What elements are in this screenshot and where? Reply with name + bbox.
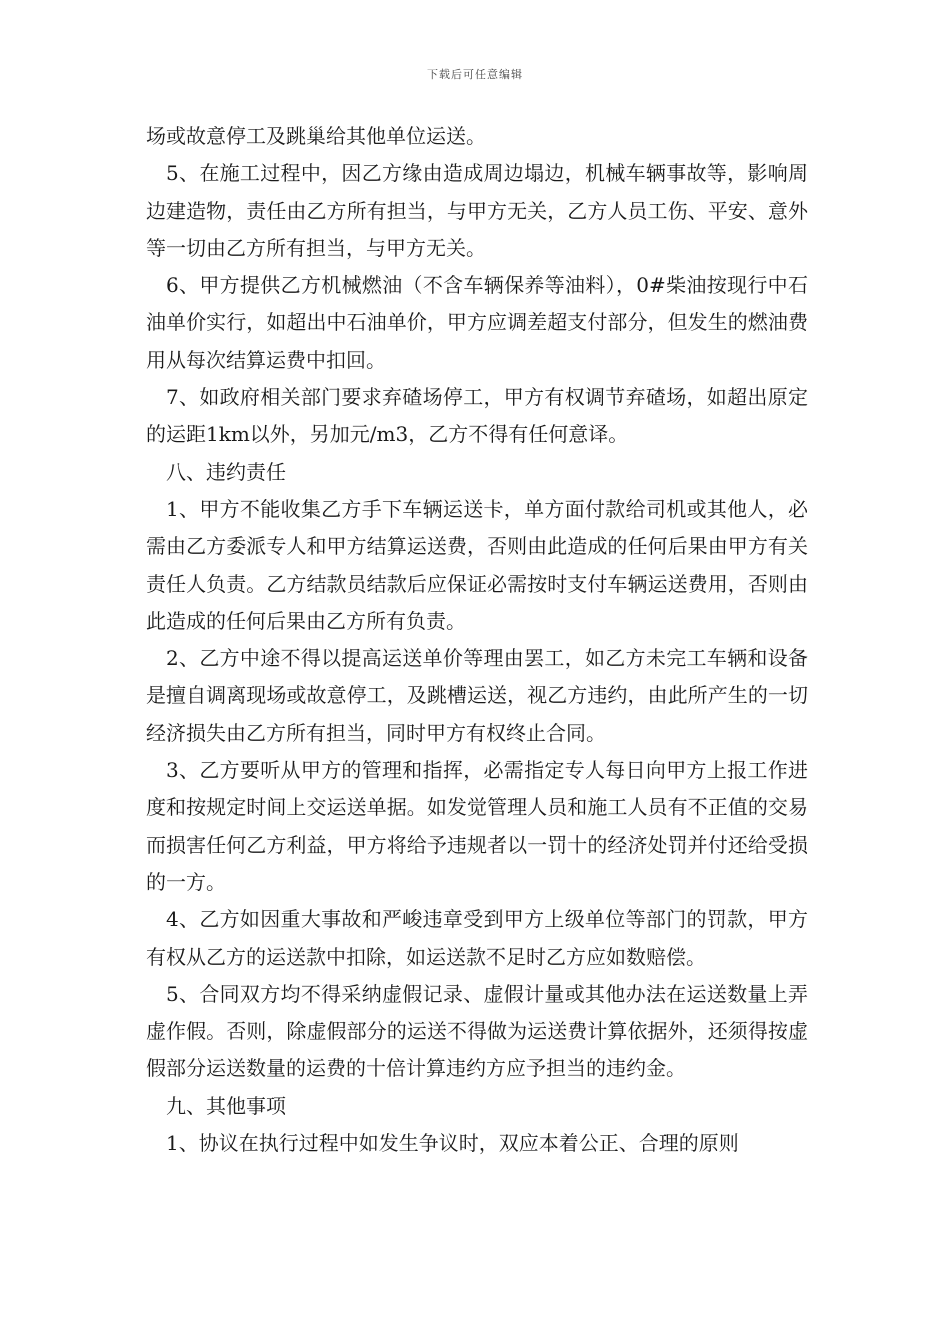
- paragraph: 4、乙方如因重大事故和严峻违章受到甲方上级单位等部门的罚款，甲方有权从乙方的运送款中扣除，如运送款不足时乙方应如数赔偿。: [146, 907, 808, 969]
- paragraph: 1、甲方不能收集乙方手下车辆运送卡，单方面付款给司机或其他人，必需由乙方委派专人和甲方结算运送费，否则由此造成的任何后果由甲方有关责任人负责。乙方结款员结款后应保证必需按时支付车辆运送费用，否则由此造成的任何后果由乙方所有负责。: [146, 496, 808, 633]
- paragraph: 1、协议在执行过程中如发生争议时，双应本着公正、合理的原则: [166, 1131, 739, 1156]
- paragraph: 2、乙方中途不得以提高运送单价等理由罢工，如乙方未完工车辆和设备是擅自调离现场或故意停工，及跳槽运送，视乙方违约，由此所产生的一切经济损失由乙方所有担当，同时甲方有权终止合同。: [146, 646, 808, 745]
- paragraph: 7、如政府相关部门要求弃碴场停工，甲方有权调节弃碴场，如超出原定的运距1km以外，另加元/m3，乙方不得有任何意译。: [146, 385, 808, 447]
- paragraph: 场或故意停工及跳巢给其他单位运送。: [146, 124, 486, 148]
- paragraph: 6、甲方提供乙方机械燃油（不含车辆保养等油料），0#柴油按现行中石油单价实行，如超出中石油单价，甲方应调差超支付部分，但发生的燃油费用从每次结算运费中扣回。: [146, 273, 808, 372]
- paragraph: 3、乙方要听从甲方的管理和指挥，必需指定专人每日向甲方上报工作进度和按规定时间上交运送单据。如发觉管理人员和施工人员有不正值的交易而损害任何乙方利益，甲方将给予违规者以一罚十的经济处罚并付还给受损的一方。: [146, 758, 808, 894]
- section-heading: 九、其他事项: [166, 1093, 286, 1118]
- section-heading: 八、违约责任: [166, 459, 286, 484]
- header-note: 下载后可任意编辑: [427, 68, 523, 81]
- paragraph: 5、合同双方均不得采纳虚假记录、虚假计量或其他办法在运送数量上弄虚作假。否则，除虚假部分的运送不得做为运送费计算依据外，还须得按虚假部分运送数量的运费的十倍计算违约方应予担当的违约金。: [146, 981, 808, 1081]
- paragraph: 5、在施工过程中，因乙方缘由造成周边塌边，机械车辆事故等，影响周边建造物，责任由乙方所有担当，与甲方无关，乙方人员工伤、平安、意外等一切由乙方所有担当，与甲方无关。: [146, 161, 808, 260]
- document-body: [146, 118, 808, 1162]
